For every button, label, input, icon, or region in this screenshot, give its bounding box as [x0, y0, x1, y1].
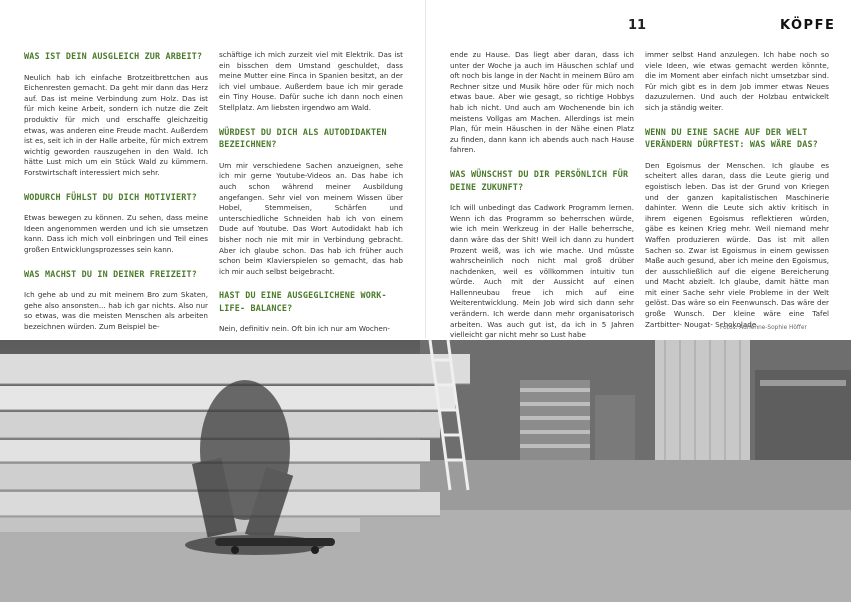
interview-question: WAS IST DEIN AUSGLEICH ZUR ARBEIT?: [24, 51, 203, 61]
interview-question: WAS WÜNSCHST DU DIR PERSÖNLICH FÜR DEINE ZUKUNFT?: [450, 168, 629, 192]
interview-question: WAS MACHST DU IN DEINER FREIZEIT?: [24, 268, 197, 279]
interview-answer: ende zu Hause. Das liegt aber daran, dass ich unter der Woche ja auch im Häuschen schlaf und oft noch bis lange in der Nacht in meinem Büro am Rechner sitze und Musik höre oder für mich noch etwas baue. Aber wie gesagt, so richtige Hobbys hab ich nicht. Und auch am Wochenende bin ich meistens Vollgas am Machen. Allerdings ist mein Plan, für mein Häuschen in der Nähe einen Platz zu finden, dann kann ich abends auch nach Hause fahren.: [450, 50, 634, 155]
interview-question: HAST DU EINE AUSGEGLICHENE WORK- LIFE- BALANCE?: [219, 290, 387, 313]
section-title: KÖPFE: [780, 18, 836, 33]
interview-question: WODURCH FÜHLST DU DICH MOTIVIERT?: [24, 191, 197, 202]
text-column-1: [24, 50, 208, 344]
text-column-4: [645, 50, 829, 342]
page-gutter: [425, 0, 426, 338]
interview-answer: Ich will unbedingt das Cadwork Programm lernen. Wenn ich das Programm so beherrschen würde, wie ich mein Werkzeug in der Halle beherrsche, dann wäre das der Shit! Weil ich dann zu hundert Prozent weiß, was ich wie mache. Und müsste wahrscheinlich noch nicht mal groß drüber nachdenken, weil es völlkommen intuitiv tun würde. Auch mit der Aussicht auf einen Hallenneubau freue ich mich auf eine Weiterentwicklung. Mein Job wird sich dann sehr verändern. Ich werde dann mehr organisatorisch arbeiten. Was auch gut ist, da ich in 5 Jahren vielleicht gar nicht mehr so Lust habe: [450, 203, 634, 340]
interview-answer: immer selbst Hand anzulegen. Ich habe noch so viele Ideen, wie etwas gemacht werden könnte, die im Moment aber einfach nicht umsetzbar sind. Für mich gibt es in dem Job immer etwas Neues dazuzulernen. Und auch der Holzbau entwickelt sich ja ständig weiter.: [645, 50, 829, 112]
interview-answer: Den Egoismus der Menschen. Ich glaube es scheitert alles daran, dass die Leute gierig und egoistisch leben. Das ist der Grund von Kriegen und der ganzen kapitalistischen Maschinerie dahinter. Wenn die Leute sich aktiv kritisch in ihrem eigenen Egoismus reflektieren würden, gäbe es keinen Krieg mehr. Weil niemand mehr Waffen produzieren würde. Das ist mit allen Sachen so. Zwar ist Egoismus in einem gewissen Maße auch gesund, aber ich meine den Egoismus, der ausschließlich auf die eigene Bereicherung und Macht abzielt. Ich glaube, damit hätte man mit einer Sache sehr viele Probleme in der Welt gelöst. Das wäre so ein Feenwunsch. Das wäre der große Wunsch. Der kleine wäre eine Tafel Zartbitter- Nougat- Schokolade.: [645, 160, 829, 329]
workshop-photo: [0, 340, 851, 602]
text-column-2: [219, 50, 403, 347]
interview-answer: Neulich hab ich einfache Brotzeitbrettchen aus Eichenresten gemacht. Da geht mir dann das Herz auf. Das ist meine Verbindung zum Holz. Das ist für mich keine Arbeit, sondern ich nutze die Zeit produktiv für mich und erschaffe gleichzeitig etwas, was anderen eine Freude macht. Außerdem ist es, seit ich in der Halle arbeite, für mich extrem wichtig geworden rauszugehen in den Wald. Ich hätte Lust mich um ein Stück Wald zu kümmern. Forstwirtschaft interessiert mich sehr.: [24, 72, 208, 177]
interview-question: WÜRDEST DU DICH ALS AUTODIDAKTEN BEZEICHNEN?: [219, 126, 387, 150]
workshop-photo-illustration: [0, 340, 851, 602]
interview-answer: schäftige ich mich zurzeit viel mit Elektrik. Das ist ein bisschen dem Umstand geschuldet, dass meine Mutter eine Finca in Spanien besitzt, an der ich viel umbaue. Außerdem baue ich mir gerade ein Tiny House. Dafür suche ich dann noch einen Stellplatz. Am liebsten irgendwo am Wald.: [219, 50, 403, 112]
interview-answer: Um mir verschiedene Sachen anzueignen, sehe ich mir gerne Youtube-Videos an. Das habe ich auch schon während meiner Ausbildung angefangen. Sehr viel von meinem Wissen über Hobel, Stemmeisen, Schärfen und unterschiedliche Schneiden hab ich von einem Dude auf Youtube. Das Wort Autodidakt hab ich bisher noch nie mit mir in Verbindung gebracht. Aber ich glaube schon. Das hab ich früher auch schon beim Klavierspielen so gemacht, das hab ich mir auch selbst beigebracht.: [219, 160, 403, 276]
interview-answer: Nein, definitiv nein. Oft bin ich nur am Wochen-: [219, 324, 390, 334]
interview-answer: Ich gehe ab und zu mit meinem Bro zum Skaten, gehe also ansonsten... hab ich gar nichts. Also nur so etwas, was die meisten Menschen als arbeiten bezeichnen würden. Zum Beispiel be-: [24, 290, 208, 331]
photo-credit: Fotos: Adrienne-Sophie Höffer: [720, 325, 807, 331]
interview-question: WENN DU EINE SACHE AUF DER WELT VERÄNDERN DÜRFTEST: WAS WÄRE DAS?: [645, 126, 818, 150]
interview-answer: Etwas bewegen zu können. Zu sehen, dass meine Ideen angenommen werden und ich sie umsetzen kann. Dass ich mich voll einbringen und Teil eines großen Entwicklungsprozesses sein kann.: [24, 213, 208, 254]
page-number: 11: [628, 18, 647, 33]
text-column-3: [450, 50, 634, 353]
